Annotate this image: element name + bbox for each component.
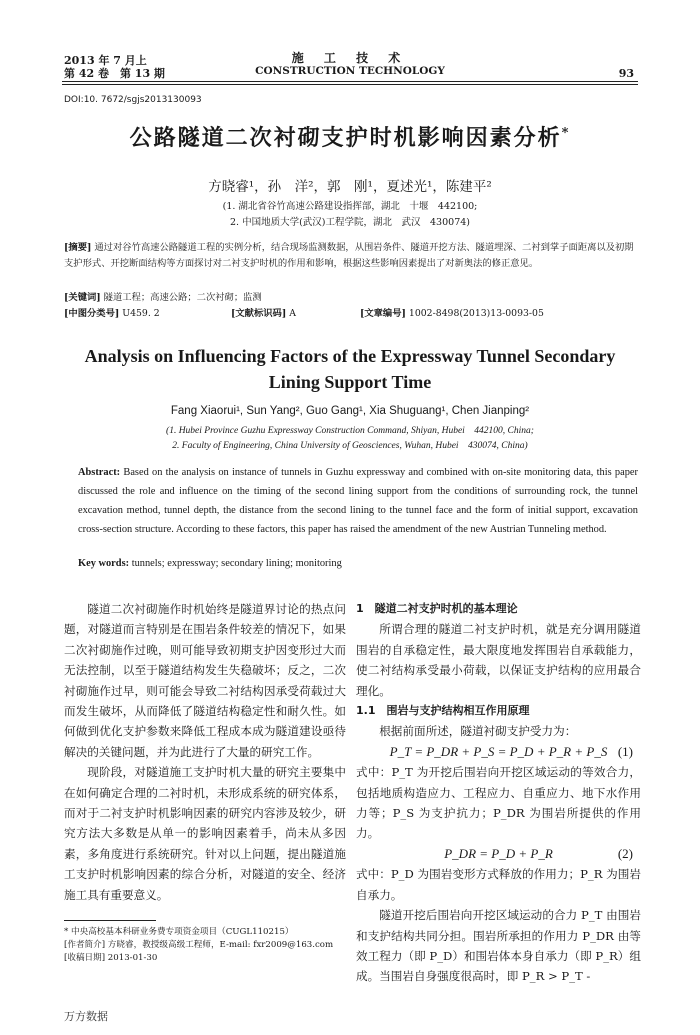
watermark-text: 万方数据 <box>64 1010 108 1023</box>
equation-2-text: P_DR = P_D + P_R <box>444 845 553 861</box>
abstract-en-text: Based on the analysis on instance of tunnels in Guzhu expressway and combined with on-site monitoring data, this paper discussed the role and influence on the timing of the second lining support from the conditions of surrounding rock, the tunnel excavation method, tunnel depth, the distance from the second lining to the tunnel face and the form of initial support, excavation cross-section structure. According to these factors, this paper has raised the amendment of the new Austrian Tunneling method. <box>78 467 638 535</box>
intro-paragraph-1: 隧道二次衬砌施作时机始终是隧道界讨论的热点问题，对隧道而言特别是在围岩条件较差的情况下，如果二次衬砌施作过晚，则可能导致初期支护因变形过大而无法控制，以至于隧道结构发生失稳破坏；反之，二次衬砌施作过早，则可能会导致二衬结构因承受荷载过大而发生破坏，从而降低了隧道结构稳定性和耐久性。如何做到优化支护参数来降低工程成本成为隧道建设亟待解决的关键问题，并为此进行了大量的研究工作。 <box>64 602 346 759</box>
title-en: Analysis on Influencing Factors of the Expressway Tunnel Secondary Lining Support Time <box>84 346 616 392</box>
affiliation-cn-2: 2. 中国地质大学(武汉)工程学院，湖北 武汉 430074) <box>230 217 470 228</box>
title-cn-text: 公路隧道二次衬砌支护时机影响因素分析 <box>129 125 562 151</box>
equation-2-explanation: 式中：P_D 为围岩变形方式释放的作用力；P_R 为围岩自承力。 <box>356 867 641 902</box>
subsection-heading-1-1: 1.1 围岩与支护结构相互作用原理 <box>356 704 530 718</box>
equation-2 <box>356 844 641 864</box>
header-rule-thin <box>62 84 638 85</box>
title-cn <box>60 121 640 152</box>
affiliation-en-1: (1. Hubei Province Guzhu Expressway Construction Command, Shiyan, Hubei 442100, China; <box>166 426 534 436</box>
clc-value: U459. 2 <box>122 308 160 319</box>
section-heading-1: 1 隧道二衬支护时机的基本理论 <box>356 602 518 615</box>
issue-date: 2013 年 7 月上 <box>64 54 147 67</box>
equation-1-number: (1) <box>617 743 633 759</box>
clc-number <box>64 306 228 322</box>
title-footnote-mark: * <box>561 125 571 141</box>
abstract-en-label: Abstract: <box>78 467 121 478</box>
authors-cn: 方晓睿¹，孙 洋²，郭 刚¹，夏述光¹，陈建平² <box>208 179 492 195</box>
issue-info <box>64 54 165 80</box>
article-number-label: [文章编号] <box>359 308 406 319</box>
equation-2-number: (2) <box>617 845 633 861</box>
abstract-en <box>78 463 638 539</box>
footnote-rule <box>64 920 156 921</box>
affiliation-cn-1: (1. 湖北省谷竹高速公路建设指挥部，湖北 十堰 442100; <box>222 201 478 212</box>
abstract-cn-text: 通过对谷竹高速公路隧道工程的实例分析，结合现场监测数据，从围岩条件、隧道开挖方法、隧道埋深、二衬到掌子面距离以及初期支护形式、开挖断面结构等方面探讨对二衬支护时机的作用和影响，根据这些影响因素提出了对新奥法的修正意见。 <box>64 242 634 269</box>
clc-label: [中图分类号] <box>64 308 120 319</box>
subsection-intro: 根据前面所述，隧道衬砌支护受力为： <box>379 724 577 739</box>
journal-name <box>230 52 470 78</box>
equation-1-explanation: 式中：P_T 为开挖后围岩向开挖区域运动的等效合力，包括地质构造应力、工程应力、自重应力、地下水作用力等；P_S 为支护抗力；P_DR 为围岩所提供的作用力。 <box>356 765 641 841</box>
section1-paragraph: 所谓合理的隧道二衬支护时机，就是充分调用隧道围岩的自承稳定性，最大限度地发挥围岩自承载能力，使二衬结构承受最小荷载，以保证支护结构的应用最合理化。 <box>356 622 641 698</box>
header-rule <box>62 81 638 82</box>
received-date: [收稿日期] 2013-01-30 <box>64 953 158 963</box>
intro-paragraph-2: 现阶段，对隧道施工支护时机大量的研究主要集中在如何确定合理的二衬时机，未形成系统的研究体系，而对于二衬支护时机影响因素的研究内容涉及较少，研究方法大多数是从单一的影响因素着手，尚未从多因素，多角度进行系统研究。针对以上问题，提出隧道施工支护时机影响因素的综合分析，对隧道的安全、经济施工具有重要意义。 <box>64 765 346 902</box>
journal-name-cn: 施 工 技 术 <box>291 51 409 65</box>
keywords-en-text: tunnels; expressway; secondary lining; monitoring <box>131 558 342 569</box>
doc-code-label: [文献标识码] <box>230 308 287 319</box>
keywords-en <box>78 558 638 569</box>
keywords-cn-text: 隧道工程；高速公路；二次衬砌；监测 <box>103 292 262 303</box>
body-right-column <box>356 599 641 987</box>
funding-note: * 中央高校基本科研业务费专项资金项目（CUGL110215） <box>64 927 294 937</box>
keywords-en-label: Key words: <box>78 558 130 569</box>
doc-code-value: A <box>289 308 296 319</box>
issue-volume: 第 42 卷 第 13 期 <box>64 67 165 80</box>
keywords-cn <box>64 290 636 306</box>
body-left-column <box>64 599 346 905</box>
equation-1 <box>356 742 641 762</box>
affiliation-en-2: 2. Faculty of Engineering, China University of Geosciences, Wuhan, Hubei 430074, China) <box>172 441 528 451</box>
authors-en: Fang Xiaorui¹, Sun Yang², Guo Gang¹, Xia Shuguang¹, Chen Jianping² <box>170 405 530 417</box>
doi: DOI:10. 7672/sgjs2013130093 <box>64 95 202 105</box>
resultant-force-paragraph: 隧道开挖后围岩向开挖区域运动的合力 P_T 由围岩和支护结构共同分担。围岩所承担的作用力 P_DR 由等效工程力（即 P_D）和围岩体本身自承力（即 P_R）组成。当围岩自身强度很高时，即 P_R > P_T - <box>356 908 641 984</box>
keywords-cn-label: [关键词] <box>64 292 101 303</box>
footnotes <box>64 926 333 965</box>
article-number-value: 1002-8498(2013)13-0093-05 <box>408 308 544 319</box>
abstract-cn <box>64 240 636 271</box>
article-number <box>360 308 544 319</box>
page-number: 93 <box>618 67 634 80</box>
classification-line <box>64 306 636 322</box>
abstract-cn-label: [摘要] <box>64 242 92 253</box>
equation-1-text: P_T = P_DR + P_S = P_D + P_R + P_S <box>389 743 608 759</box>
doc-code <box>231 306 357 322</box>
journal-name-en: CONSTRUCTION TECHNOLOGY <box>255 65 445 77</box>
author-note: [作者简介] 方晓睿，教授级高级工程师，E-mail: fxr2009@163.com <box>64 940 334 950</box>
